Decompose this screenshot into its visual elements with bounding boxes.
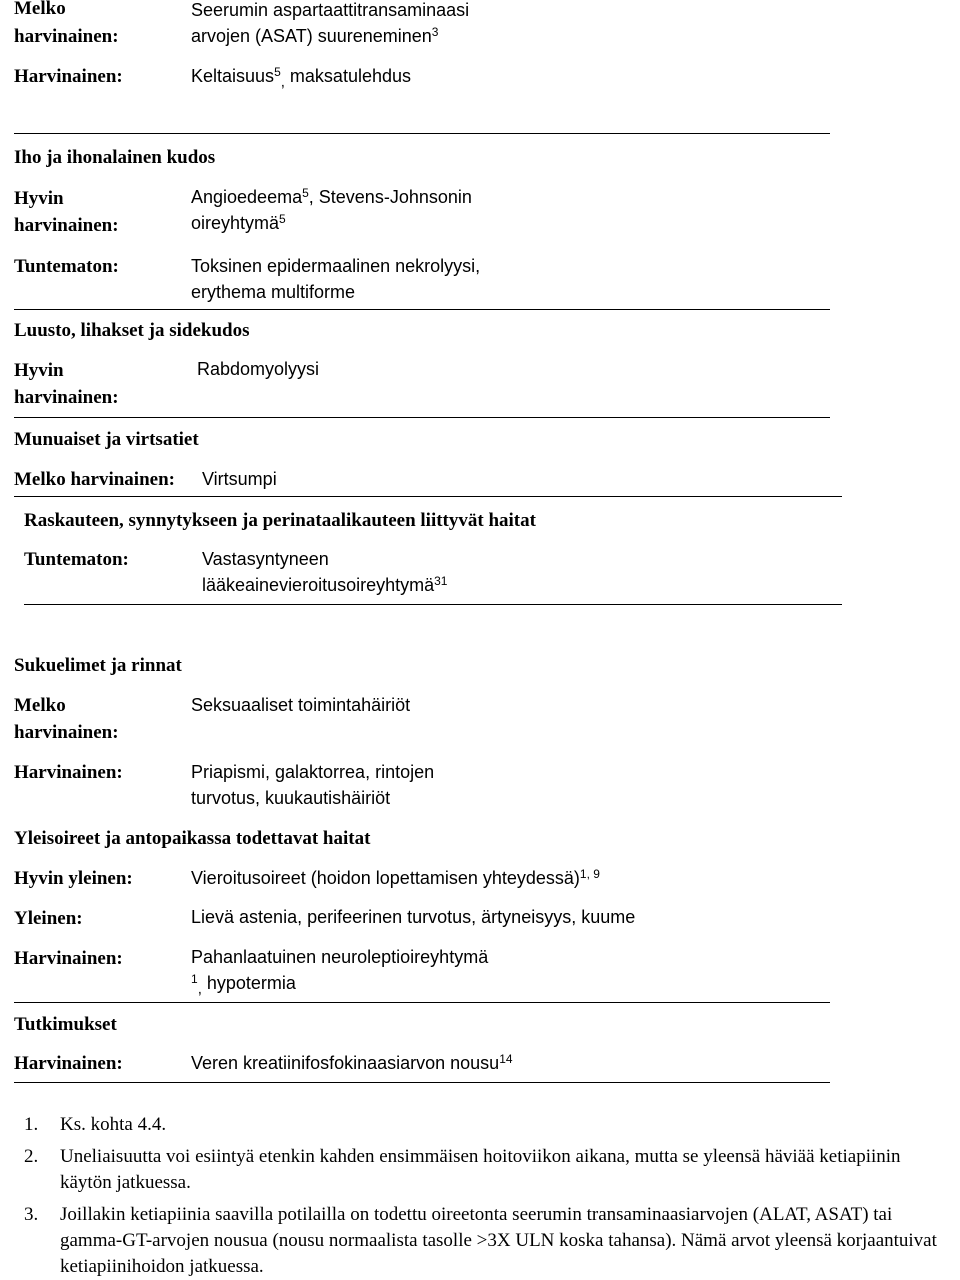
frequency-label: Harvinainen: <box>14 762 123 783</box>
effect-text: Toksinen epidermaalinen nekrolyysi, <box>191 256 481 276</box>
frequency-label: Melko harvinainen: <box>14 469 175 490</box>
frequency-label: Hyvin yleinen: <box>14 868 133 889</box>
footnote-text: Ks. kohta 4.4. <box>60 1114 167 1135</box>
section-divider <box>14 496 842 497</box>
effect-text: Vieroitusoireet (hoidon lopettamisen yhteydessä)$^{1, 9}$ <box>191 867 600 888</box>
frequency-label: Tuntematon: <box>24 549 129 570</box>
effect-text: Seksuaaliset toimintahäiriöt <box>191 695 411 715</box>
frequency-label: harvinainen: <box>14 387 119 408</box>
effect-text: Lievä astenia, perifeerinen turvotus, ärtyneisyys, kuume <box>191 907 636 927</box>
frequency-label: harvinainen: <box>14 215 119 236</box>
effect-text: turvotus, kuukautishäiriöt <box>191 788 391 808</box>
frequency-label: Melko <box>14 695 66 716</box>
footnote-text: Uneliaisuutta voi esiintyä etenkin kahden ensimmäisen hoitoviikon aikana, mutta se yleensä häviää ketiapiinin käytön jatkuessa. <box>60 1146 901 1193</box>
footnote-number: 1. <box>24 1114 39 1135</box>
frequency-label: harvinainen: <box>14 722 119 743</box>
frequency-label: Hyvin <box>14 188 64 209</box>
effect-text: Veren kreatiinifosfokinaasiarvon nousu$^{14}$ <box>191 1052 513 1073</box>
section-heading: Luusto, lihakset ja sidekudos <box>14 320 250 341</box>
section-divider <box>14 309 830 310</box>
frequency-label: Hyvin <box>14 360 64 381</box>
section-divider <box>14 417 830 418</box>
footnote-text: Joillakin ketiapiinia saavilla potilailla on todettu oireetonta seerumin transaminaasiarvojen (ALAT, ASAT) tai gamma-GT-arvojen nousua (nousu normaalista tasolle >3X ULN koska tahansa). Nämä arvot yleensä korjaantuivat ketiapiinihoidon jatkuessa. <box>60 1204 937 1277</box>
section-divider <box>24 604 842 605</box>
section-heading: Raskauteen, synnytykseen ja perinataalikauteen liittyvät haitat <box>24 510 536 531</box>
effect-text: oireyhtymä$^5$ <box>191 212 286 233</box>
section-heading: Iho ja ihonalainen kudos <box>14 147 216 168</box>
footnote-number: 2. <box>24 1146 39 1167</box>
frequency-label: Harvinainen: <box>14 1053 123 1074</box>
effect-text: $^1_,$ hypotermia <box>191 972 296 998</box>
section-divider <box>14 133 830 134</box>
effect-text: lääkeainevieroitusoireyhtymä$^{31}$ <box>202 574 448 595</box>
frequency-label: Melko <box>14 0 66 19</box>
effect-text: Virtsumpi <box>202 469 277 489</box>
frequency-label: harvinainen: <box>14 26 119 47</box>
effect-text: Seerumin aspartaattitransaminaasi <box>191 0 470 20</box>
effect-text: Priapismi, galaktorrea, rintojen <box>191 762 435 782</box>
frequency-label: Yleinen: <box>14 908 83 929</box>
effect-text: erythema multiforme <box>191 282 356 302</box>
effect-text: Vastasyntyneen <box>202 549 329 569</box>
effect-text: Keltaisuus$^5_,$ maksatulehdus <box>191 65 411 91</box>
effect-text: arvojen (ASAT) suureneminen$^3$ <box>191 25 439 46</box>
effect-text: Pahanlaatuinen neuroleptioireyhtymä <box>191 947 489 967</box>
section-heading: Yleisoireet ja antopaikassa todettavat haitat <box>14 828 371 849</box>
effect-text: Angioedeema$^5$, Stevens-Johnsonin <box>191 186 472 207</box>
section-divider <box>14 1082 830 1083</box>
section-heading: Munuaiset ja virtsatiet <box>14 429 199 450</box>
frequency-label: Tuntematon: <box>14 256 119 277</box>
section-divider <box>14 1002 830 1003</box>
effect-text: Rabdomyolyysi <box>197 359 320 379</box>
section-heading: Sukuelimet ja rinnat <box>14 655 182 676</box>
footnote-number: 3. <box>24 1204 39 1225</box>
frequency-label: Harvinainen: <box>14 948 123 969</box>
frequency-label: Harvinainen: <box>14 66 123 87</box>
section-heading: Tutkimukset <box>14 1014 117 1035</box>
